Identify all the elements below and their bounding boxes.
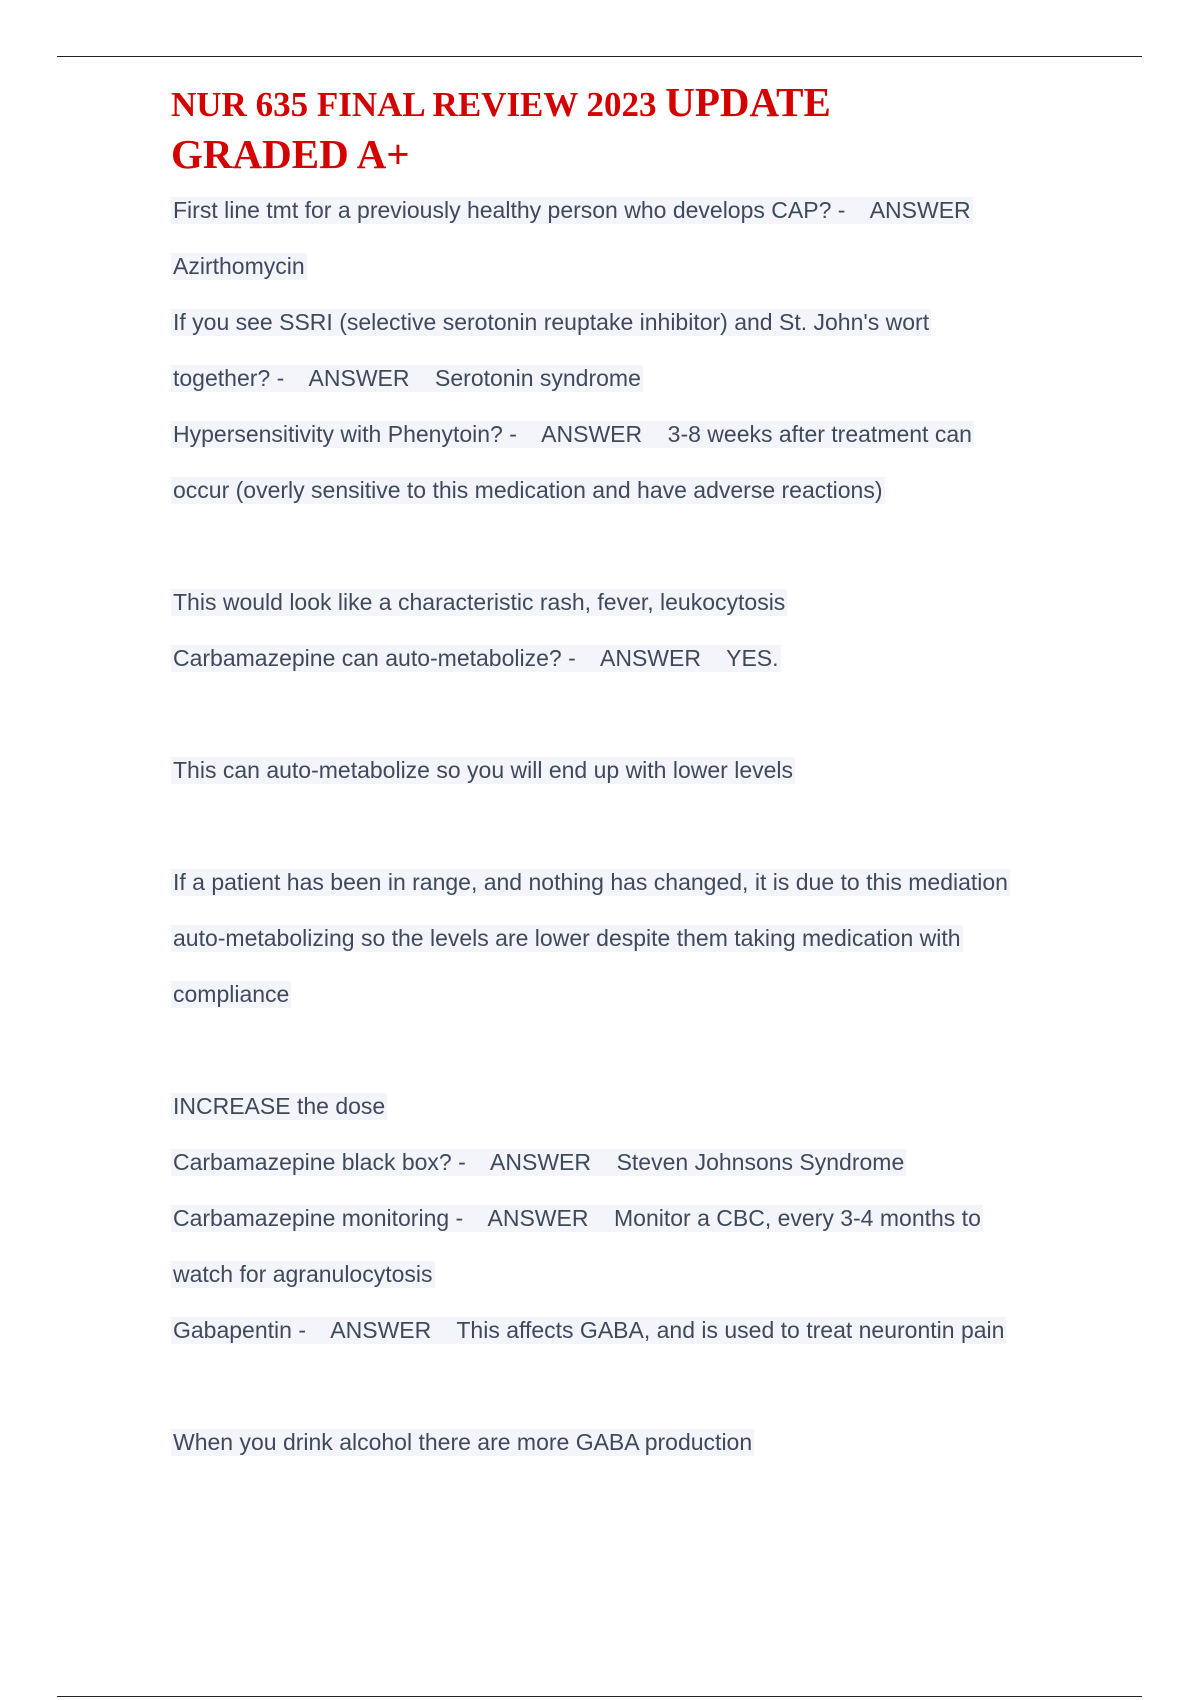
title-part-2: UPDATE (665, 79, 831, 125)
text-line-content: Carbamazepine can auto-metabolize? - ANSWER YES. (173, 644, 779, 671)
text-line-content: compliance (173, 980, 290, 1007)
qa-lines (171, 182, 1071, 1470)
text-line (171, 574, 1071, 630)
text-line (171, 238, 1071, 294)
text-line (171, 518, 1071, 574)
text-line (171, 1358, 1071, 1414)
title-part-3: GRADED A+ (171, 131, 410, 177)
text-line-content: Carbamazepine black box? - ANSWER Steven Johnsons Syndrome (173, 1148, 905, 1175)
text-line-content: together? - ANSWER Serotonin syndrome (173, 364, 641, 391)
text-line (171, 1022, 1071, 1078)
footer-rule (57, 1696, 1142, 1697)
text-line-content: When you drink alcohol there are more GABA production (173, 1428, 753, 1455)
text-line-content: If a patient has been in range, and nothing has changed, it is due to this mediation (173, 868, 1008, 895)
text-line (171, 798, 1071, 854)
text-line (171, 350, 1071, 406)
text-line-content: This would look like a characteristic rash, fever, leukocytosis (173, 588, 786, 615)
text-line (171, 854, 1071, 910)
text-line (171, 630, 1071, 686)
text-line (171, 686, 1071, 742)
text-line-content: auto-metabolizing so the levels are lower despite them taking medication with (173, 924, 961, 951)
text-line (171, 462, 1071, 518)
text-line-content: Carbamazepine monitoring - ANSWER Monitor a CBC, every 3-4 months to (173, 1204, 981, 1231)
document-title (171, 78, 1071, 182)
text-line (171, 910, 1071, 966)
text-line-content: If you see SSRI (selective serotonin reuptake inhibitor) and St. John's wort (173, 308, 930, 335)
text-line (171, 966, 1071, 1022)
document-body (171, 78, 1071, 1470)
text-line-content: watch for agranulocytosis (173, 1260, 433, 1287)
text-line (171, 182, 1071, 238)
text-line (171, 1078, 1071, 1134)
text-line (171, 406, 1071, 462)
text-line-content: First line tmt for a previously healthy person who develops CAP? - ANSWER (173, 196, 971, 223)
title-part-1: NUR 635 FINAL REVIEW 2023 (171, 85, 666, 124)
text-line-content: INCREASE the dose (173, 1092, 386, 1119)
text-line (171, 294, 1071, 350)
text-line (171, 1134, 1071, 1190)
text-line (171, 1302, 1071, 1358)
text-line-content: Hypersensitivity with Phenytoin? - ANSWER 3-8 weeks after treatment can (173, 420, 972, 447)
text-line-content: Gabapentin - ANSWER This affects GABA, and is used to treat neurontin pain (173, 1316, 1005, 1343)
text-line (171, 742, 1071, 798)
text-line (171, 1414, 1071, 1470)
text-line-content: occur (overly sensitive to this medication and have adverse reactions) (173, 476, 883, 503)
text-line (171, 1190, 1071, 1246)
header-rule (57, 56, 1142, 57)
text-line-content: This can auto-metabolize so you will end up with lower levels (173, 756, 794, 783)
text-line-content: Azirthomycin (173, 252, 305, 279)
text-line (171, 1246, 1071, 1302)
